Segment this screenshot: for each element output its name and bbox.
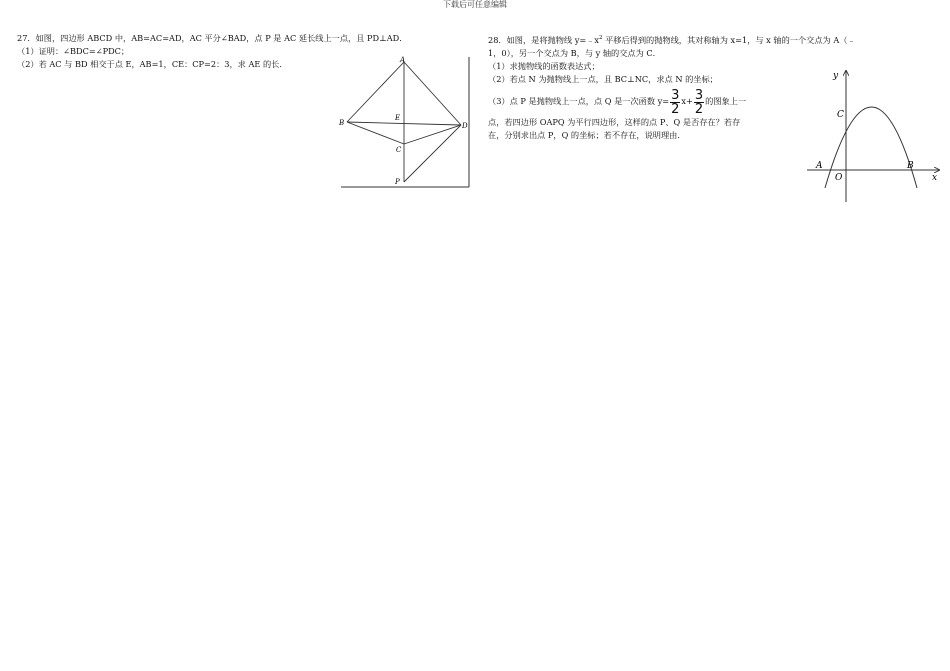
point-label-E: E bbox=[395, 114, 401, 122]
page-header: 下载后可任意编辑 bbox=[443, 0, 507, 9]
problem-28 bbox=[488, 32, 856, 142]
problem-28-line2: 1，0），另一个交点为 B，与 y 轴的交点为 C． bbox=[488, 48, 661, 58]
point-label-D: D bbox=[462, 122, 468, 130]
segment-AD bbox=[404, 62, 461, 125]
point-label-C: C bbox=[837, 110, 844, 120]
segment-PD bbox=[404, 125, 461, 182]
segment-CD bbox=[404, 125, 461, 144]
segment-BC bbox=[347, 122, 404, 144]
problem-28-line1: 28．如图，是将抛物线 $y=﹣x^2$ 平移后得到的抛物线，其对称轴为 x=1，与 x 轴的一个交点为 A（﹣ bbox=[488, 35, 856, 45]
problem-28-figure bbox=[805, 64, 945, 206]
point-label-B: B bbox=[339, 119, 345, 127]
point-label-P: P bbox=[395, 178, 400, 186]
fraction-3-over-2-b: $\frac{3}{2}$ bbox=[694, 87, 704, 117]
problem-27-figure bbox=[336, 52, 476, 192]
problem-28-part3: （3）点 P 是抛物线上一点，点 Q 是一次函数 y= $\frac{3}{2}$ x+ $\frac{3}{2}$ 的图象上一 bbox=[488, 87, 747, 117]
point-label-C: C bbox=[396, 146, 402, 154]
point-label-A: A bbox=[400, 56, 406, 64]
fraction-3-over-2: $\frac{3}{2}$ bbox=[671, 87, 680, 117]
problem-28-part2: （2）若点 N 为抛物线上一点，且 BC⊥NC，求点 N 的坐标； bbox=[488, 74, 718, 84]
problem-28-line5: 点，若四边形 OAPQ 为平行四边形，这样的点 P、Q 是否存在？若存 bbox=[488, 117, 741, 127]
problem-28-part1: （1）求抛物线的函数表达式； bbox=[488, 61, 600, 71]
problem-28-line6: 在，分别求出点 P，Q 的坐标；若不存在，说明理由． bbox=[488, 130, 686, 140]
problem-27 bbox=[17, 32, 408, 71]
problem-27-part2: （2）若 AC 与 BD 相交于点 E，AB=1，CE：CP=2：3，求 AE 的长． bbox=[17, 59, 288, 69]
origin-label-O: O bbox=[835, 173, 843, 183]
problem-27-part1: （1）证明：∠BDC=∠PDC； bbox=[17, 46, 130, 56]
point-label-A: A bbox=[816, 161, 823, 171]
segment-AB bbox=[347, 62, 404, 122]
axis-label-x: x bbox=[932, 173, 938, 183]
point-label-B: B bbox=[907, 161, 914, 171]
axis-label-y: y bbox=[833, 71, 839, 81]
problem-27-stem: 27．如图，四边形 ABCD 中，AB=AC=AD，AC 平分∠BAD，点 P 是 AC 延长线上一点，且 PD⊥AD． bbox=[17, 33, 408, 43]
